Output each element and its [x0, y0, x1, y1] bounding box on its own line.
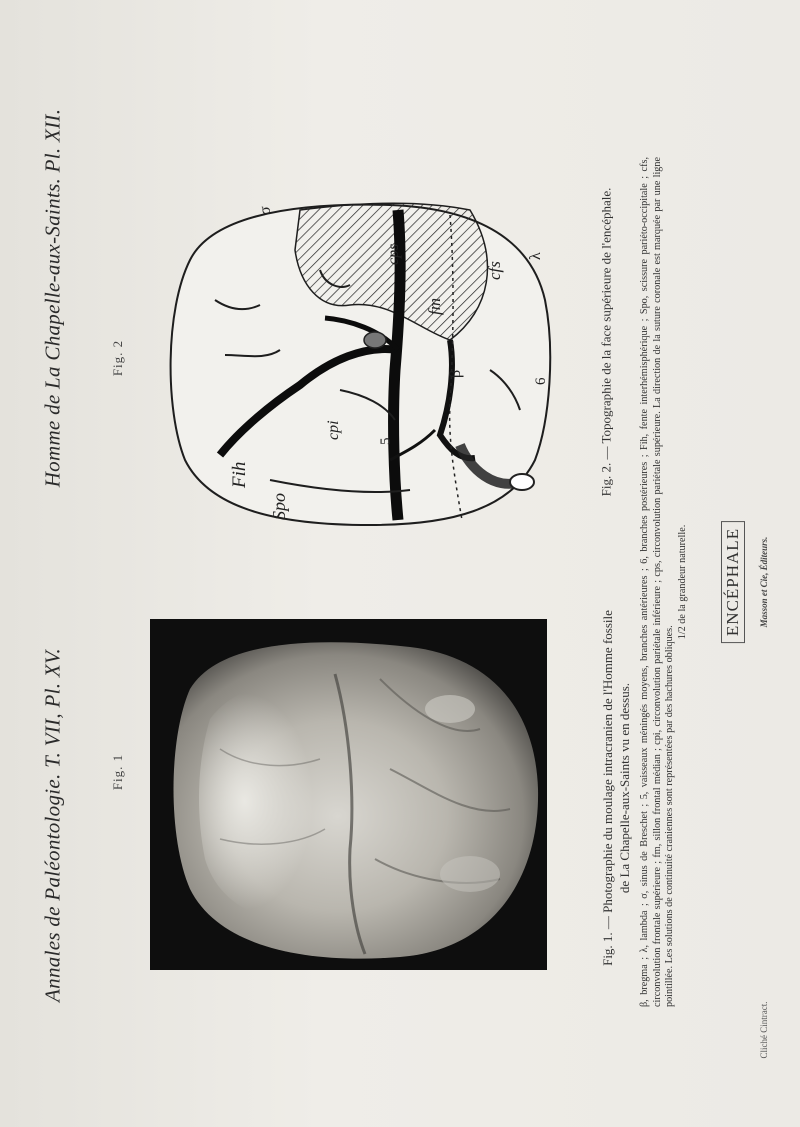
endocast-photograph — [150, 619, 547, 970]
legend-text: β, bregma ; λ, lambda ; σ, sinus de Breschet ; 5, vaisseaux méningés moyens, branches antérieures ; 6, branches postérieures ; Fih, fente interhémisphérique ; Spo, scissure pariéto-occipitale ; cfs, circonvolution frontale supérieure ; fm, sillon frontal médian ; cpi, circonvolution pariétale inférieure ; cps, circonvolution pariétale supérieure. La direction de la suture coronale est marquée par une ligne pointillée. Les solutions de continuité craniennes sont représentées par des hachures obliques. — [638, 157, 675, 1007]
label-cpi: cpi — [325, 420, 342, 440]
label-cps: cps — [385, 243, 402, 265]
fig1-caption — [599, 610, 633, 966]
label-beta: β — [447, 369, 464, 378]
fig1-label: Fig. 1 — [110, 753, 125, 791]
label-6: 6 — [533, 377, 549, 385]
label-spo: Spo — [269, 493, 289, 520]
label-5: 5 — [378, 437, 394, 445]
fig1-caption-line1: Fig. 1. — Photographie du moulage intracranien de l'Homme fossile — [600, 610, 615, 966]
header-specimen: Homme de La Chapelle-aux-Saints. Pl. XII. — [40, 108, 65, 488]
publisher-name: Masson et Cie, Éditeurs. — [759, 536, 769, 628]
label-sigma: σ — [257, 206, 274, 215]
fig2-caption: Fig. 2. — Topographie de la face supérieure de l'encéphale. — [598, 187, 614, 497]
figure-legend — [639, 157, 689, 1007]
label-fm: fm — [425, 298, 444, 315]
label-lambda: λ — [527, 252, 544, 260]
photo-credit: Cliché Cintract. — [759, 1001, 769, 1059]
header-journal: Annales de Paléontologie. T. VII, Pl. XV. — [40, 648, 65, 1002]
topography-diagram — [150, 190, 575, 530]
label-cfs: cfs — [485, 261, 504, 280]
legend-block — [639, 157, 689, 1007]
label-fih: Fih — [229, 461, 250, 488]
fig1-caption-line2: de La Chapelle-aux-Saints vu en dessus. — [617, 682, 632, 894]
fig2-label: Fig. 2 — [110, 339, 125, 377]
plate-title: ENCÉPHALE — [721, 521, 745, 643]
endocast-image — [150, 619, 547, 970]
scale-note: 1/2 de la grandeur naturelle. — [676, 524, 688, 640]
brain-topography-drawing — [150, 190, 575, 530]
